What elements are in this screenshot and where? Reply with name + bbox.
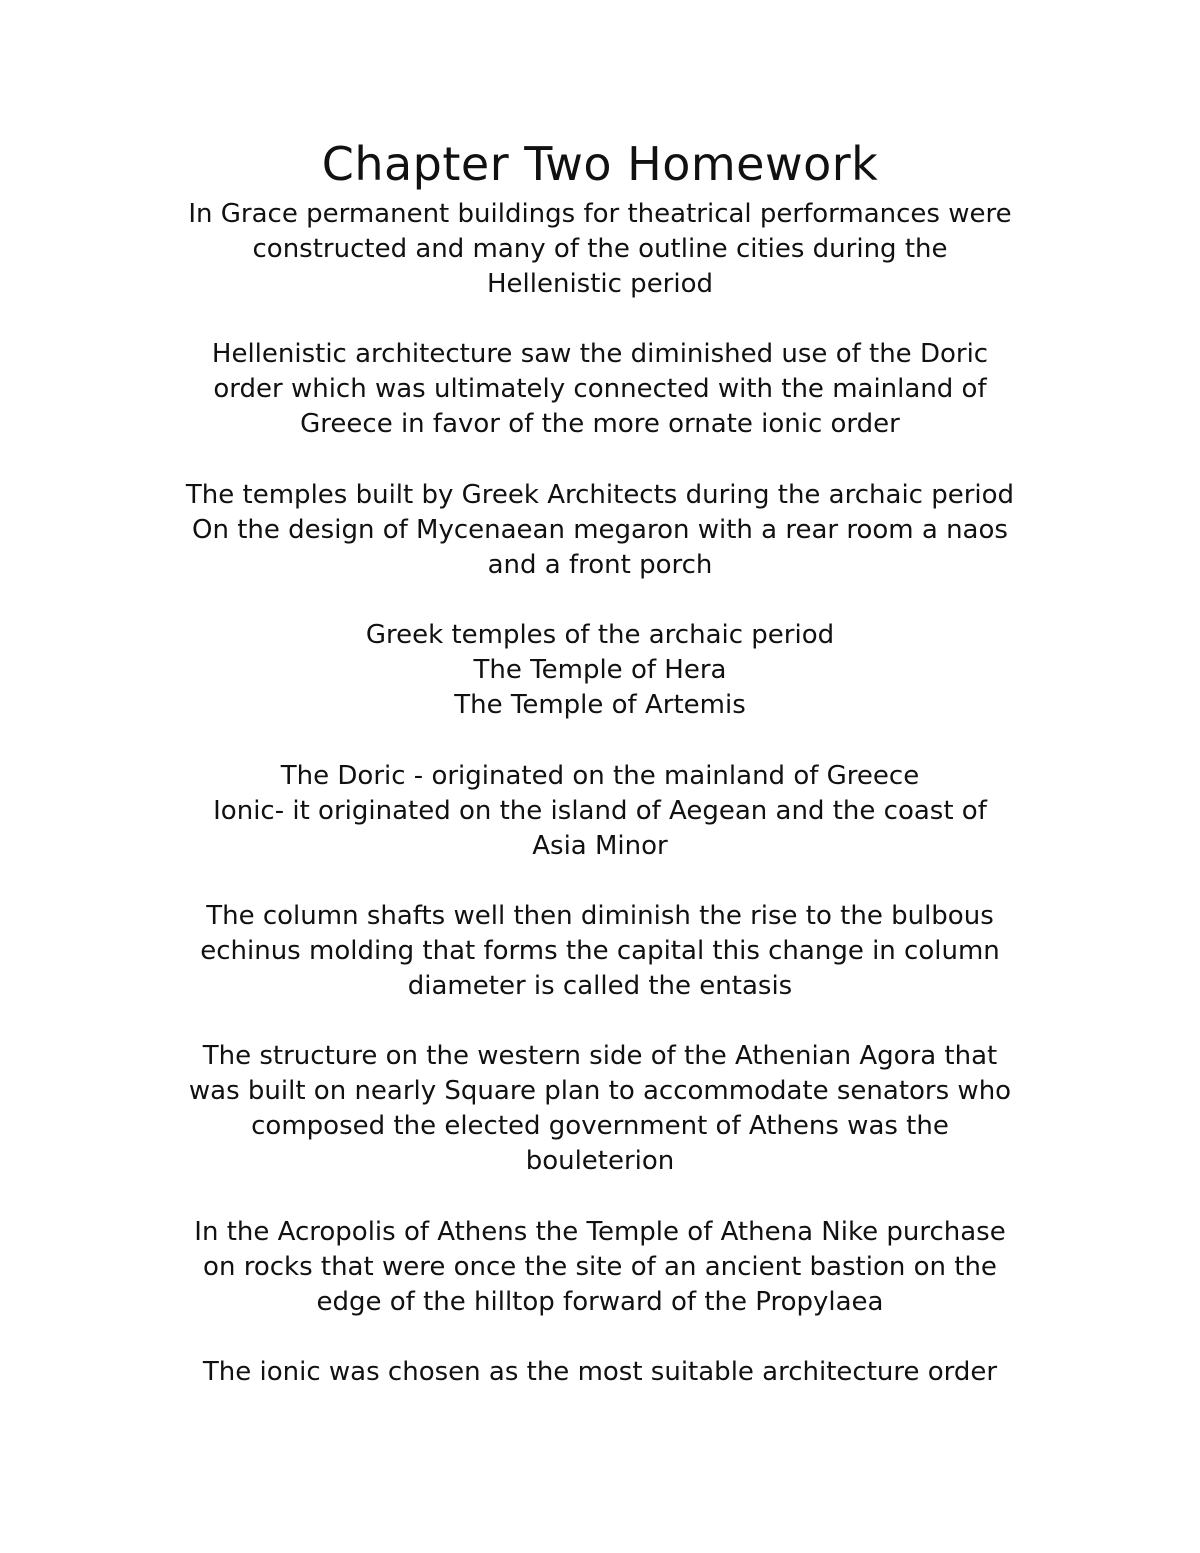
paragraph-line: Greece in favor of the more ornate ionic order [300, 409, 900, 439]
paragraph-line: Asia Minor [532, 831, 668, 861]
paragraph-line: Hellenistic period [486, 269, 714, 299]
paragraph-line: composed the elected government of Athens was the [251, 1111, 949, 1141]
paragraph-line: echinus molding that forms the capital this change in column [200, 936, 1000, 966]
paragraph-7 [0, 1039, 1200, 1179]
paragraph-line: The ionic was chosen as the most suitable architecture order [202, 1357, 998, 1387]
paragraph-line: In the Acropolis of Athens the Temple of Athena Nike purchase [194, 1217, 1006, 1247]
paragraph-4 [0, 618, 1200, 723]
paragraph-line: The Temple of Hera [473, 655, 727, 685]
paragraph-line: Ionic- it originated on the island of Aegean and the coast of [213, 796, 987, 826]
paragraph-line: diameter is called the entasis [407, 971, 793, 1001]
paragraph-9 [0, 1355, 1200, 1390]
paragraph-line: and a front porch [487, 550, 713, 580]
paragraph-line: The structure on the western side of the Athenian Agora that [202, 1041, 998, 1071]
paragraph-1 [0, 197, 1200, 302]
paragraph-line: The temples built by Greek Architects during the archaic period [185, 480, 1015, 510]
document-title: Chapter Two Homework [321, 137, 879, 191]
paragraph-line: on rocks that were once the site of an ancient bastion on the [203, 1252, 997, 1282]
paragraph-line: The Doric - originated on the mainland of Greece [280, 761, 920, 791]
paragraph-line: order which was ultimately connected with the mainland of [213, 374, 987, 404]
paragraph-line: In Grace permanent buildings for theatrical performances were [188, 199, 1012, 229]
paragraph-line: The column shafts well then diminish the rise to the bulbous [206, 901, 994, 931]
paragraph-2 [0, 337, 1200, 442]
paragraph-line: bouleterion [525, 1146, 675, 1176]
paragraph-line: edge of the hilltop forward of the Propylaea [316, 1287, 884, 1317]
paragraph-5 [0, 759, 1200, 864]
paragraph-8 [0, 1215, 1200, 1320]
paragraph-3 [0, 478, 1200, 583]
paragraph-line: Greek temples of the archaic period [365, 620, 835, 650]
paragraph-line: Hellenistic architecture saw the diminished use of the Doric [211, 339, 989, 369]
paragraph-6 [0, 899, 1200, 1004]
paragraph-line: was built on nearly Square plan to accommodate senators who [188, 1076, 1012, 1106]
paragraph-line: The Temple of Artemis [454, 690, 746, 720]
paragraph-line: On the design of Mycenaean megaron with a rear room a naos [192, 515, 1008, 545]
paragraph-line: constructed and many of the outline cities during the [252, 234, 948, 264]
